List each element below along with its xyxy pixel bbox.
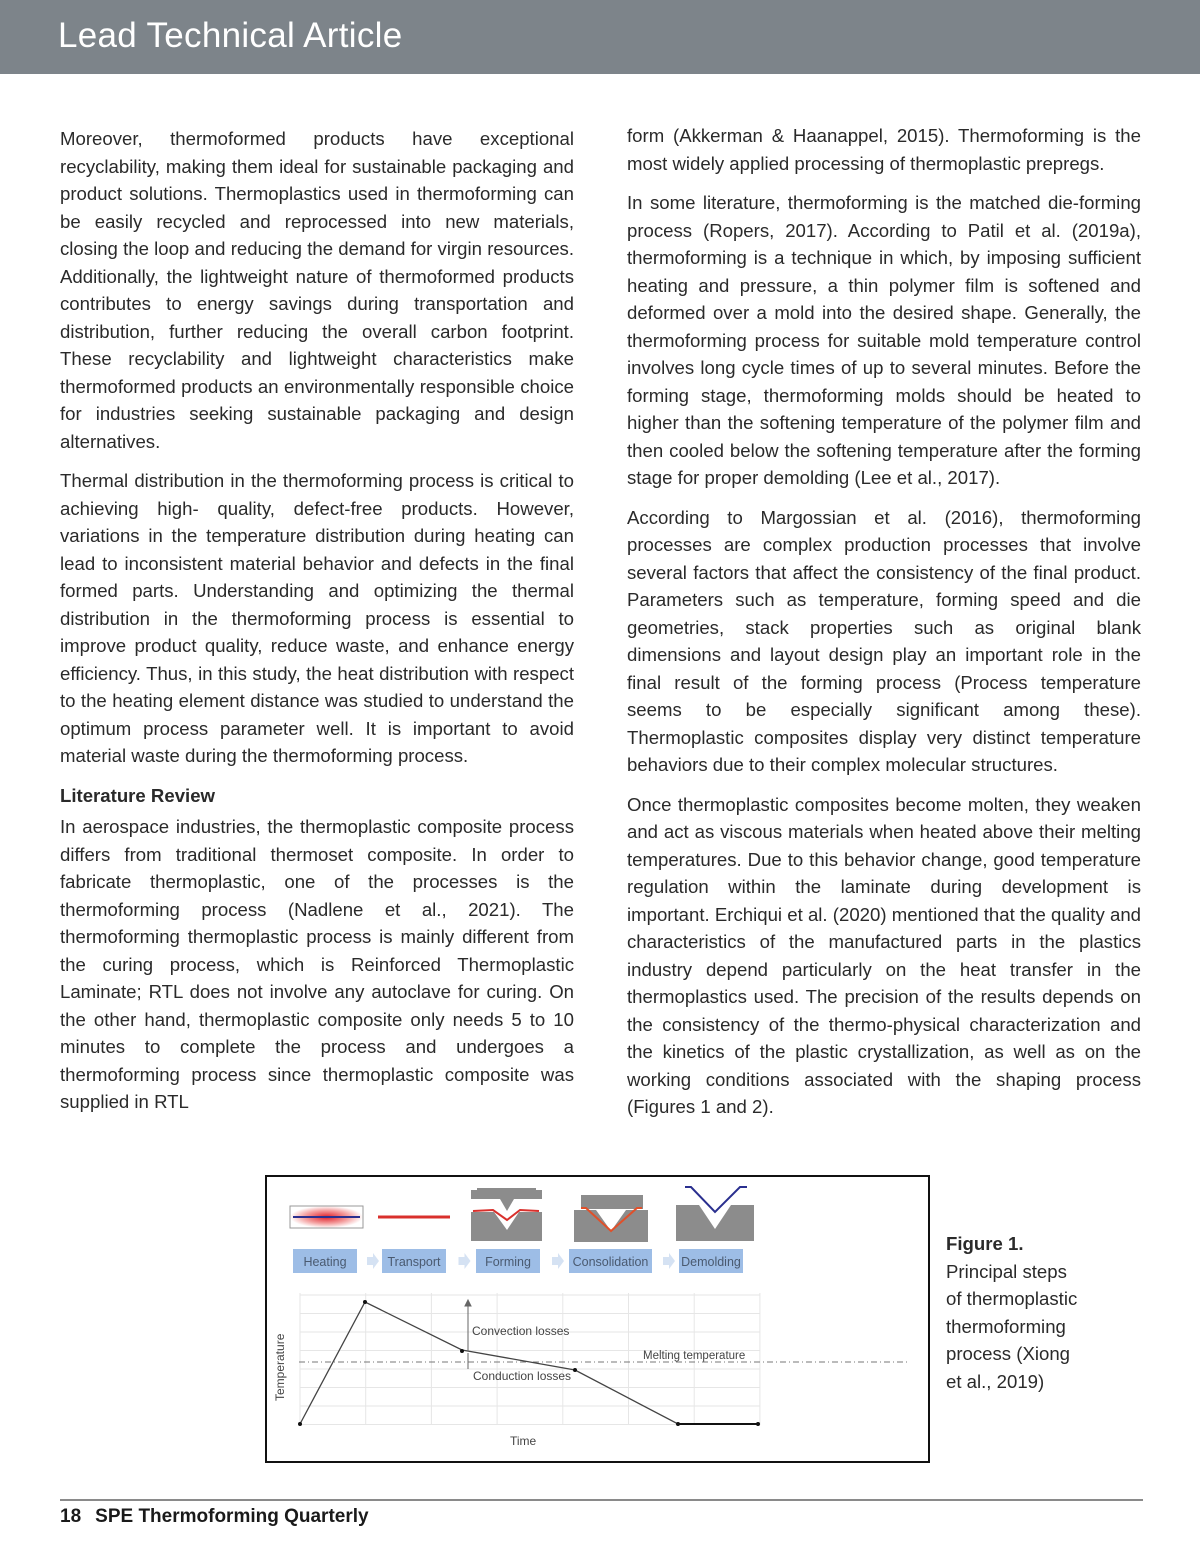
curve-points xyxy=(298,1300,760,1426)
demolding-mold xyxy=(676,1187,754,1241)
section-heading: Literature Review xyxy=(60,784,216,806)
caption-label: Figure 1. xyxy=(946,1233,1024,1254)
thermoforming-diagram xyxy=(267,1177,928,1461)
publication-name: SPE Thermoforming Quarterly xyxy=(95,1506,369,1527)
figure-1 xyxy=(265,1175,930,1463)
melting-temperature-label: Melting temperature xyxy=(643,1350,746,1362)
step-label: Transport xyxy=(387,1255,441,1269)
paragraph: Thermal distribution in the thermoforming process is critical to achieving high- quality, defect-free products. However, variations in the temperature distribution during heating can lead to inconsistent material behavior and defects in the final formed parts. Understanding and optimizing the thermal distribution in the thermoforming process is essential to improve product quality, reduce waste, and enhance energy efficiency. Thus, in this study, the heat distribution with respect to the heating element distance was studied to understand the optimum process parameter well. It is important to avoid material waste during the thermoforming process. xyxy=(60,470,574,766)
x-axis-label: Time xyxy=(510,1434,537,1448)
footer-divider xyxy=(60,1499,1143,1501)
left-column xyxy=(60,125,574,1128)
step-label: Forming xyxy=(485,1255,531,1269)
page-number: 18 xyxy=(60,1506,82,1527)
step-label: Heating xyxy=(303,1255,347,1269)
temperature-chart xyxy=(273,1293,910,1448)
paragraph: According to Margossian et al. (2016), thermoforming processes are complex production processes that involve several factors that affect the consistency of the final product. Parameters such as temperature, forming speed and die geometries, stack properties such as original blank dimensions and layout design play an important role in the final result of the forming process (Process temperature seems to be especially significant among these). Thermoplastic composites display very distinct temperature behaviors due to their complex molecular structures. xyxy=(627,506,1141,775)
right-column xyxy=(627,122,1141,1133)
arrow-right-icon xyxy=(459,1253,471,1269)
paragraph: Moreover, thermoformed products have exceptional recyclability, making them ideal for sustainable packaging and product solutions. Thermoplastics used in thermoforming can be easily recycled and reprocessed into new materials, closing the loop and reducing the demand for virgin resources. Additionally, the lightweight nature of thermoformed products contributes to energy savings during transportation and distribution, further reducing the overall carbon footprint. These recyclability and lightweight characteristics make thermoformed products an environmentally responsible choice for industries seeking sustainable packaging and design alternatives. xyxy=(60,128,574,452)
consolidation-mold xyxy=(574,1195,648,1242)
page-footer xyxy=(60,1506,383,1528)
forming-mold xyxy=(471,1188,542,1241)
process-steps xyxy=(293,1249,743,1273)
paragraph: Once thermoplastic composites become molten, they weaken and act as viscous materials when heated above their melting temperatures. Due to this behavior change, good temperature regulation within the laminate during development is important. Erchiqui et al. (2020) mentioned that the quality and characteristics of the manufactured parts in the plastics industry depend particularly on the heat transfer in the thermoplastics used. The precision of the results depends on the consistency of the thermo-physical characterization and the kinetics of the plastic crystallization, as well as on the working conditions associated with the shaping process (Figures 1 and 2). xyxy=(627,793,1141,1117)
step-label: Consolidation xyxy=(572,1255,649,1269)
y-axis-label: Temperature xyxy=(273,1333,287,1401)
arrow-right-icon xyxy=(663,1253,675,1269)
paragraph: In aerospace industries, the thermoplastic composite process differs from traditional thermoset composite. In order to fabricate thermoplastic, one of the processes is the thermoforming process (Nadlene et al., 2021). The thermoforming thermoplastic process is mainly different from the curing process, which is Reinforced Thermoplastic Laminate; RTL does not involve any autoclave for curing. On the other hand, thermoplastic composite only needs 5 to 10 minutes to complete the process and undergoes a thermoforming process since thermoplastic composite was supplied in RTL xyxy=(60,816,574,1112)
step-label: Demolding xyxy=(681,1255,741,1269)
arrow-right-icon xyxy=(367,1253,379,1269)
conduction-losses-label: Conduction losses xyxy=(473,1369,572,1383)
section-title: Lead Technical Article xyxy=(58,16,403,55)
caption-text: Principal steps of thermoplastic thermoforming process (Xiong et al., 2019) xyxy=(946,1260,1078,1392)
section-header xyxy=(0,0,1200,74)
paragraph: In some literature, thermoforming is the matched die-forming process (Ropers, 2017). According to Patil et al. (2019a), thermoforming is a technique in which, by imposing sufficient heating and pressure, a thin polymer film is softened and deformed over a mold into the desired shape. Generally, the thermoforming process for suitable mold temperature control involves long cycle times of up to several minutes. Before the forming stage, thermoforming molds should be heated to higher than the softening temperature of the polymer film and then cooled below the softening temperature after the forming stage for proper demolding (Lee et al., 2017). xyxy=(627,192,1141,488)
figure-caption xyxy=(946,1230,1086,1395)
paragraph: form (Akkerman & Haanappel, 2015). Thermoforming is the most widely applied processing of thermoplastic prepregs. xyxy=(627,125,1141,174)
convection-losses-label: Convection losses xyxy=(472,1324,570,1338)
arrow-right-icon xyxy=(552,1253,564,1269)
heating-illustration xyxy=(290,1206,363,1228)
loss-arrows xyxy=(465,1300,471,1369)
